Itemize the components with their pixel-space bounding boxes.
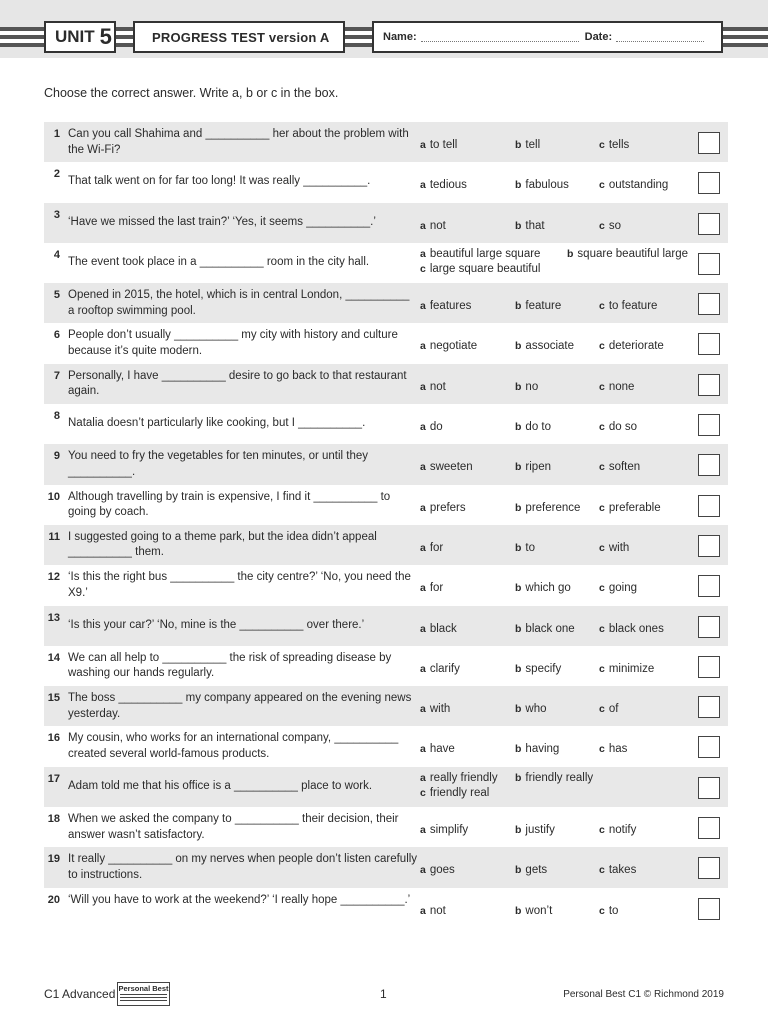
question-text: That talk went on for far too long! It was really __________. bbox=[68, 175, 371, 188]
question-row bbox=[44, 364, 728, 404]
option-letter: a bbox=[420, 461, 426, 474]
option-b bbox=[515, 381, 538, 393]
question-text: ‘Have we missed the last train?’ ‘Yes, it seems __________.’ bbox=[68, 215, 376, 228]
answer-box[interactable] bbox=[698, 374, 720, 396]
option-text: feature bbox=[525, 300, 562, 313]
option-letter: a bbox=[420, 139, 426, 151]
option-letter: c bbox=[599, 703, 605, 716]
option-text: goes bbox=[429, 864, 455, 877]
question-row bbox=[44, 122, 728, 162]
option-c bbox=[599, 300, 657, 312]
question-number: 17 bbox=[47, 772, 60, 785]
option-b bbox=[515, 340, 574, 352]
question-row bbox=[44, 686, 728, 726]
option-text: minimize bbox=[608, 662, 655, 675]
question-text: The boss __________ my company appeared on the evening news yesterday. bbox=[68, 692, 412, 720]
option-letter: c bbox=[599, 824, 605, 837]
answer-box[interactable] bbox=[698, 817, 720, 839]
option-a bbox=[420, 340, 477, 352]
option-letter: b bbox=[515, 743, 522, 756]
option-letter: a bbox=[420, 824, 426, 837]
option-letter: b bbox=[567, 247, 574, 260]
option-letter: b bbox=[515, 421, 522, 434]
answer-box[interactable] bbox=[698, 898, 720, 920]
test-title: PROGRESS TEST version A bbox=[152, 29, 330, 45]
option-text: tedious bbox=[429, 179, 467, 192]
question-number: 9 bbox=[53, 450, 60, 463]
answer-box[interactable] bbox=[698, 696, 720, 718]
option-c bbox=[599, 824, 636, 836]
option-a bbox=[420, 623, 457, 635]
question-row bbox=[44, 606, 728, 646]
question-text: Opened in 2015, the hotel, which is in central London, __________ a rooftop swimming pool. bbox=[68, 289, 410, 317]
option-letter: c bbox=[599, 622, 605, 635]
option-text: justify bbox=[525, 824, 555, 837]
option-letter: c bbox=[599, 421, 605, 434]
question-number: 14 bbox=[47, 651, 60, 664]
option-c bbox=[599, 542, 629, 554]
option-letter: a bbox=[420, 421, 426, 434]
question-row bbox=[44, 162, 728, 202]
option-c bbox=[599, 461, 640, 473]
question-row bbox=[44, 847, 728, 887]
option-b bbox=[515, 300, 561, 312]
option-text: large square beautiful bbox=[429, 262, 541, 275]
option-text: black bbox=[429, 622, 457, 635]
option-letter: b bbox=[515, 300, 522, 313]
logo-bars bbox=[120, 994, 167, 1002]
option-b bbox=[515, 502, 580, 514]
option-text: not bbox=[429, 219, 446, 232]
option-b bbox=[515, 139, 540, 151]
option-text: ripen bbox=[525, 461, 551, 474]
answer-box[interactable] bbox=[698, 213, 720, 235]
option-text: have bbox=[429, 743, 455, 756]
option-letter: b bbox=[515, 501, 522, 514]
option-b bbox=[515, 220, 545, 232]
option-letter: c bbox=[599, 219, 605, 232]
option-b bbox=[515, 542, 535, 554]
instructions: Choose the correct answer. Write a, b or c in the box. bbox=[44, 86, 339, 100]
option-c bbox=[420, 263, 540, 275]
option-letter: b bbox=[515, 703, 522, 716]
option-a bbox=[420, 743, 455, 755]
option-a bbox=[420, 864, 455, 876]
option-letter: b bbox=[515, 864, 522, 877]
question-text: Natalia doesn’t particularly like cooking, but I __________. bbox=[68, 417, 366, 430]
option-letter: a bbox=[420, 340, 426, 353]
question-row bbox=[44, 283, 728, 323]
question-number: 4 bbox=[53, 248, 60, 261]
option-letter: b bbox=[515, 139, 522, 151]
option-text: of bbox=[608, 703, 619, 716]
question-row bbox=[44, 404, 728, 444]
option-text: clarify bbox=[429, 662, 460, 675]
option-b bbox=[515, 623, 575, 635]
answer-box[interactable] bbox=[698, 535, 720, 557]
answer-box[interactable] bbox=[698, 293, 720, 315]
option-c bbox=[599, 864, 636, 876]
option-a bbox=[420, 220, 446, 232]
option-b bbox=[515, 703, 547, 715]
option-letter: b bbox=[515, 461, 522, 474]
option-text: prefers bbox=[429, 501, 466, 514]
option-letter: b bbox=[515, 582, 522, 595]
question-text: It really __________ on my nerves when people don’t listen carefully to instructions. bbox=[68, 853, 418, 881]
option-text: not bbox=[429, 380, 446, 393]
option-text: for bbox=[429, 541, 444, 554]
option-b bbox=[515, 772, 593, 784]
option-letter: a bbox=[420, 904, 426, 917]
option-letter: a bbox=[420, 662, 426, 675]
option-text: do to bbox=[525, 421, 551, 434]
question-list bbox=[44, 122, 728, 928]
option-a bbox=[420, 502, 466, 514]
option-letter: c bbox=[599, 139, 605, 151]
option-letter: c bbox=[599, 380, 605, 393]
option-c bbox=[599, 905, 618, 917]
option-b bbox=[515, 582, 571, 594]
option-a bbox=[420, 421, 443, 433]
option-letter: b bbox=[515, 904, 522, 917]
option-text: really friendly bbox=[429, 771, 498, 784]
option-letter: a bbox=[420, 247, 426, 260]
option-letter: b bbox=[515, 662, 522, 675]
option-a bbox=[420, 461, 473, 473]
question-number: 10 bbox=[47, 490, 60, 503]
question-number: 18 bbox=[47, 813, 60, 826]
question-row bbox=[44, 525, 728, 565]
answer-box[interactable] bbox=[698, 495, 720, 517]
question-number: 12 bbox=[47, 571, 60, 584]
option-c bbox=[599, 703, 618, 715]
answer-box[interactable] bbox=[698, 857, 720, 879]
option-letter: c bbox=[599, 582, 605, 595]
option-c bbox=[599, 743, 627, 755]
question-row bbox=[44, 726, 728, 766]
option-a bbox=[420, 905, 446, 917]
option-letter: b bbox=[515, 622, 522, 635]
question-number: 7 bbox=[53, 369, 60, 382]
question-number: 20 bbox=[47, 893, 60, 906]
option-letter: a bbox=[420, 179, 426, 192]
name-label: Name: bbox=[383, 31, 417, 43]
option-c bbox=[599, 502, 661, 514]
option-text: notify bbox=[608, 824, 637, 837]
question-number: 16 bbox=[47, 732, 60, 745]
option-text: square beautiful large bbox=[577, 247, 689, 260]
option-letter: a bbox=[420, 541, 426, 554]
option-text: tell bbox=[525, 139, 541, 151]
option-text: tells bbox=[608, 139, 630, 151]
option-text: to bbox=[525, 541, 536, 554]
option-text: has bbox=[608, 743, 628, 756]
option-text: specify bbox=[525, 662, 562, 675]
question-row bbox=[44, 203, 728, 243]
question-text: Although travelling by train is expensive, I find it __________ to going by coach. bbox=[68, 490, 391, 519]
option-a bbox=[420, 703, 450, 715]
option-c bbox=[599, 179, 668, 191]
answer-box[interactable] bbox=[698, 414, 720, 436]
option-b bbox=[515, 905, 552, 917]
option-b bbox=[515, 864, 547, 876]
date-label: Date: bbox=[584, 31, 613, 43]
option-a bbox=[420, 582, 443, 594]
answer-box[interactable] bbox=[698, 656, 720, 678]
question-text: We can all help to __________ the risk of spreading disease by washing our hands regularly. bbox=[68, 651, 392, 680]
option-text: not bbox=[429, 904, 446, 917]
name-field[interactable] bbox=[421, 32, 579, 42]
question-text: Adam told me that his office is a __________ place to work. bbox=[68, 779, 373, 792]
question-row bbox=[44, 807, 728, 847]
option-text: that bbox=[525, 219, 545, 232]
option-letter: c bbox=[599, 541, 605, 554]
option-text: none bbox=[608, 380, 635, 393]
option-text: features bbox=[429, 300, 472, 313]
option-c bbox=[420, 787, 489, 799]
question-text: ‘Is this your car?’ ‘No, mine is the __________ over there.’ bbox=[68, 618, 365, 631]
option-text: beautiful large square bbox=[429, 247, 541, 260]
option-text: black one bbox=[525, 622, 575, 635]
option-text: simplify bbox=[429, 824, 469, 837]
option-letter: b bbox=[515, 771, 522, 784]
name-date-box bbox=[372, 21, 723, 53]
logo-text: Personal Best bbox=[118, 984, 169, 993]
option-a bbox=[420, 542, 443, 554]
option-text: outstanding bbox=[608, 179, 669, 192]
option-text: no bbox=[525, 380, 539, 393]
option-text: friendly really bbox=[525, 771, 594, 784]
option-text: gets bbox=[525, 864, 548, 877]
option-text: for bbox=[429, 582, 444, 595]
option-letter: b bbox=[515, 824, 522, 837]
option-a bbox=[420, 300, 471, 312]
option-a bbox=[420, 139, 457, 151]
option-text: to tell bbox=[429, 139, 458, 151]
option-a bbox=[420, 772, 498, 784]
question-text: I suggested going to a theme park, but the idea didn’t appeal __________ them. bbox=[68, 530, 377, 559]
unit-label: UNIT bbox=[55, 27, 95, 46]
option-letter: c bbox=[599, 340, 605, 353]
question-row bbox=[44, 646, 728, 686]
question-row bbox=[44, 485, 728, 525]
date-field[interactable] bbox=[616, 32, 704, 42]
question-text: Can you call Shahima and __________ her about the problem with the Wi-Fi? bbox=[68, 128, 409, 156]
option-letter: a bbox=[420, 864, 426, 877]
option-a bbox=[420, 663, 460, 675]
option-letter: b bbox=[515, 179, 522, 192]
option-c bbox=[599, 381, 634, 393]
option-text: friendly real bbox=[429, 786, 490, 799]
option-letter: a bbox=[420, 219, 426, 232]
option-letter: c bbox=[420, 262, 426, 275]
question-number: 11 bbox=[48, 530, 60, 543]
question-row bbox=[44, 323, 728, 363]
option-a bbox=[420, 179, 467, 191]
option-letter: c bbox=[599, 904, 605, 917]
copyright: Personal Best C1 © Richmond 2019 bbox=[563, 989, 724, 1000]
question-text: People don’t usually __________ my city with history and culture because it’s quite modern. bbox=[68, 329, 398, 357]
question-number: 15 bbox=[47, 692, 60, 705]
option-text: soften bbox=[608, 461, 641, 474]
footer-level: C1 Advanced bbox=[44, 987, 116, 1001]
answer-box[interactable] bbox=[698, 616, 720, 638]
option-letter: c bbox=[599, 662, 605, 675]
option-c bbox=[599, 340, 664, 352]
option-a bbox=[420, 248, 540, 260]
option-letter: b bbox=[515, 380, 522, 393]
option-letter: c bbox=[599, 501, 605, 514]
question-number: 2 bbox=[53, 168, 60, 181]
question-row bbox=[44, 243, 728, 283]
question-number: 6 bbox=[53, 329, 60, 342]
option-letter: a bbox=[420, 300, 426, 313]
option-text: black ones bbox=[608, 622, 664, 635]
answer-box[interactable] bbox=[698, 333, 720, 355]
option-letter: a bbox=[420, 622, 426, 635]
option-text: do bbox=[429, 421, 443, 434]
option-text: which go bbox=[525, 582, 571, 595]
answer-box[interactable] bbox=[698, 575, 720, 597]
question-row bbox=[44, 767, 728, 807]
option-text: having bbox=[525, 743, 560, 756]
question-text: ‘Is this the right bus __________ the city centre?’ ‘No, you need the X9.’ bbox=[68, 571, 411, 599]
option-b bbox=[567, 248, 688, 260]
option-c bbox=[599, 139, 629, 151]
option-letter: c bbox=[599, 864, 605, 877]
answer-box[interactable] bbox=[698, 736, 720, 758]
option-c bbox=[599, 623, 664, 635]
option-letter: c bbox=[599, 743, 605, 756]
option-c bbox=[599, 421, 637, 433]
option-letter: b bbox=[515, 219, 522, 232]
option-c bbox=[599, 663, 654, 675]
question-number: 1 bbox=[53, 128, 60, 140]
option-letter: a bbox=[420, 743, 426, 756]
unit-number: 5 bbox=[99, 24, 112, 49]
answer-box[interactable] bbox=[698, 777, 720, 799]
question-text: When we asked the company to __________ their decision, their answer wasn’t satisfactory. bbox=[68, 813, 399, 841]
option-a bbox=[420, 824, 468, 836]
question-number: 8 bbox=[53, 410, 60, 423]
option-letter: a bbox=[420, 380, 426, 393]
option-letter: c bbox=[420, 786, 426, 799]
answer-box[interactable] bbox=[698, 253, 720, 275]
option-text: won’t bbox=[525, 904, 553, 917]
unit-label-box bbox=[44, 21, 116, 53]
option-b bbox=[515, 461, 551, 473]
option-letter: a bbox=[420, 771, 426, 784]
option-text: associate bbox=[525, 340, 575, 353]
option-text: with bbox=[429, 703, 451, 716]
question-text: You need to fry the vegetables for ten minutes, or until they __________. bbox=[68, 450, 369, 478]
option-b bbox=[515, 421, 551, 433]
option-letter: c bbox=[599, 179, 605, 192]
option-text: deteriorate bbox=[608, 340, 664, 353]
personal-best-logo bbox=[117, 982, 170, 1006]
option-text: sweeten bbox=[429, 461, 473, 474]
option-a bbox=[420, 381, 446, 393]
answer-box[interactable] bbox=[698, 172, 720, 194]
option-c bbox=[599, 220, 621, 232]
option-text: takes bbox=[608, 864, 637, 877]
option-b bbox=[515, 743, 559, 755]
option-b bbox=[515, 824, 555, 836]
option-b bbox=[515, 179, 569, 191]
option-text: to feature bbox=[608, 300, 658, 313]
option-text: going bbox=[608, 582, 637, 595]
question-number: 13 bbox=[47, 611, 60, 624]
question-row bbox=[44, 565, 728, 605]
answer-box[interactable] bbox=[698, 132, 720, 154]
question-row bbox=[44, 888, 728, 928]
test-title-box bbox=[133, 21, 345, 53]
option-letter: a bbox=[420, 501, 426, 514]
option-letter: c bbox=[599, 461, 605, 474]
option-text: fabulous bbox=[525, 179, 569, 192]
option-text: who bbox=[525, 703, 547, 716]
question-text: Personally, I have __________ desire to go back to that restaurant again. bbox=[68, 369, 407, 398]
option-letter: b bbox=[515, 541, 522, 554]
question-text: ‘Will you have to work at the weekend?’ ‘I really hope __________.’ bbox=[68, 893, 411, 906]
page-number: 1 bbox=[380, 987, 387, 1001]
answer-box[interactable] bbox=[698, 454, 720, 476]
option-letter: a bbox=[420, 703, 426, 716]
option-text: with bbox=[608, 541, 630, 554]
question-number: 3 bbox=[53, 208, 60, 221]
option-c bbox=[599, 582, 637, 594]
question-number: 19 bbox=[47, 853, 60, 866]
option-letter: c bbox=[599, 300, 605, 313]
option-text: preference bbox=[525, 501, 581, 514]
option-letter: b bbox=[515, 340, 522, 353]
option-text: so bbox=[608, 219, 621, 232]
question-text: The event took place in a __________ room in the city hall. bbox=[68, 255, 370, 268]
question-text: My cousin, who works for an international company, __________ created several world-famous products. bbox=[68, 732, 399, 760]
question-row bbox=[44, 444, 728, 484]
question-number: 5 bbox=[53, 289, 60, 302]
option-letter: a bbox=[420, 582, 426, 595]
option-text: preferable bbox=[608, 501, 661, 514]
option-text: do so bbox=[608, 421, 637, 434]
option-b bbox=[515, 663, 561, 675]
option-text: to bbox=[608, 904, 619, 917]
option-text: negotiate bbox=[429, 340, 478, 353]
